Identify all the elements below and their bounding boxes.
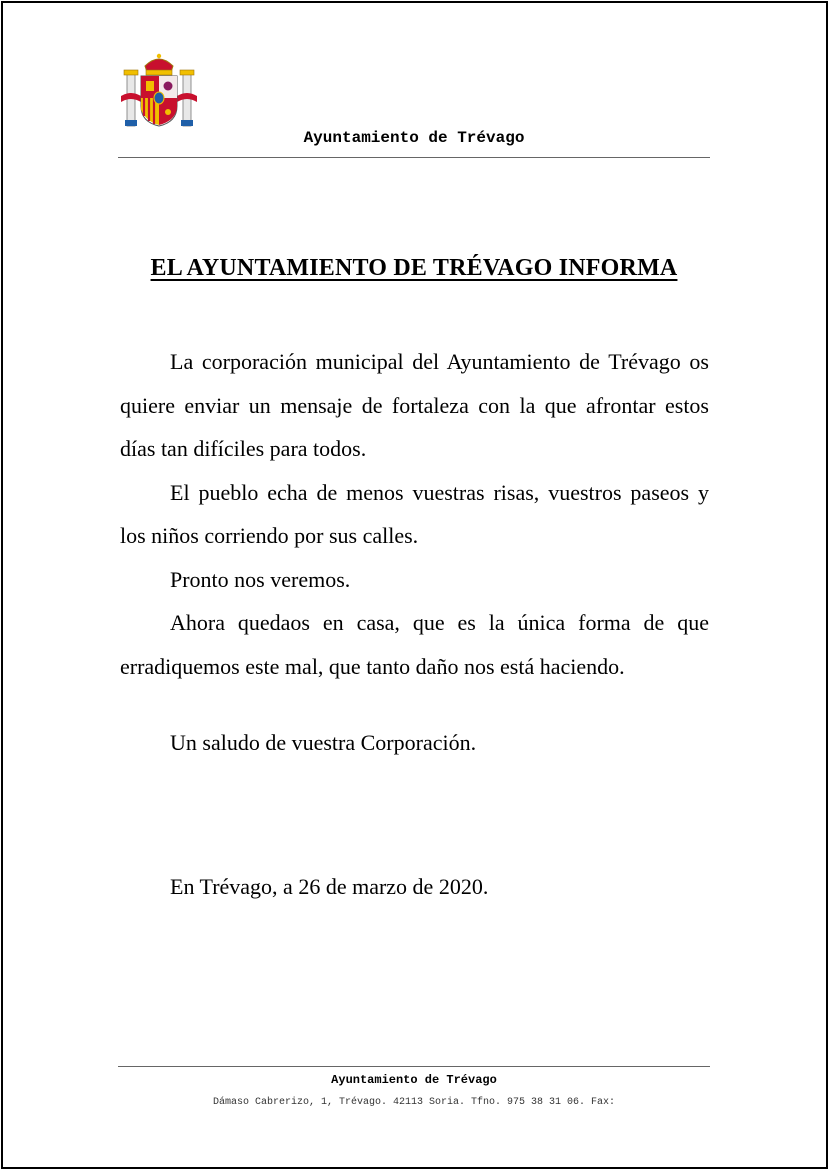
paragraph-message: La corporación municipal del Ayuntamiento de Trévago os quiere enviar un mensaje de fortaleza con la que afrontar estos días tan difíciles para todos.: [120, 349, 709, 461]
footer-name: Ayuntamiento de Trévago: [331, 1073, 497, 1087]
header-title: Ayuntamiento de Trévago: [303, 129, 525, 147]
paragraph-stay-home: Ahora quedaos en casa, que es la única forma de que erradiquemos este mal, que tanto daño nos está haciendo.: [120, 610, 709, 679]
paragraph-village: El pueblo echa de menos vuestras risas, vuestros paseos y los niños corriendo por sus calles.: [120, 479, 709, 548]
footer-address: Dámaso Cabrerizo, 1, Trévago. 42113 Soria. Tfno. 975 38 31 06. Fax:: [212, 1097, 616, 1108]
closing-greeting: Un saludo de vuestra Corporación.: [170, 730, 477, 755]
footer-divider: [118, 1066, 710, 1067]
spanish-coat-of-arms-icon: [119, 50, 199, 130]
header-divider: [118, 157, 710, 158]
page-title: EL AYUNTAMIENTO DE TRÉVAGO INFORMA: [150, 255, 678, 281]
paragraph-soon: Pronto nos veremos.: [170, 566, 351, 592]
date-line: En Trévago, a 26 de marzo de 2020.: [170, 874, 489, 899]
body-text: [120, 340, 709, 688]
